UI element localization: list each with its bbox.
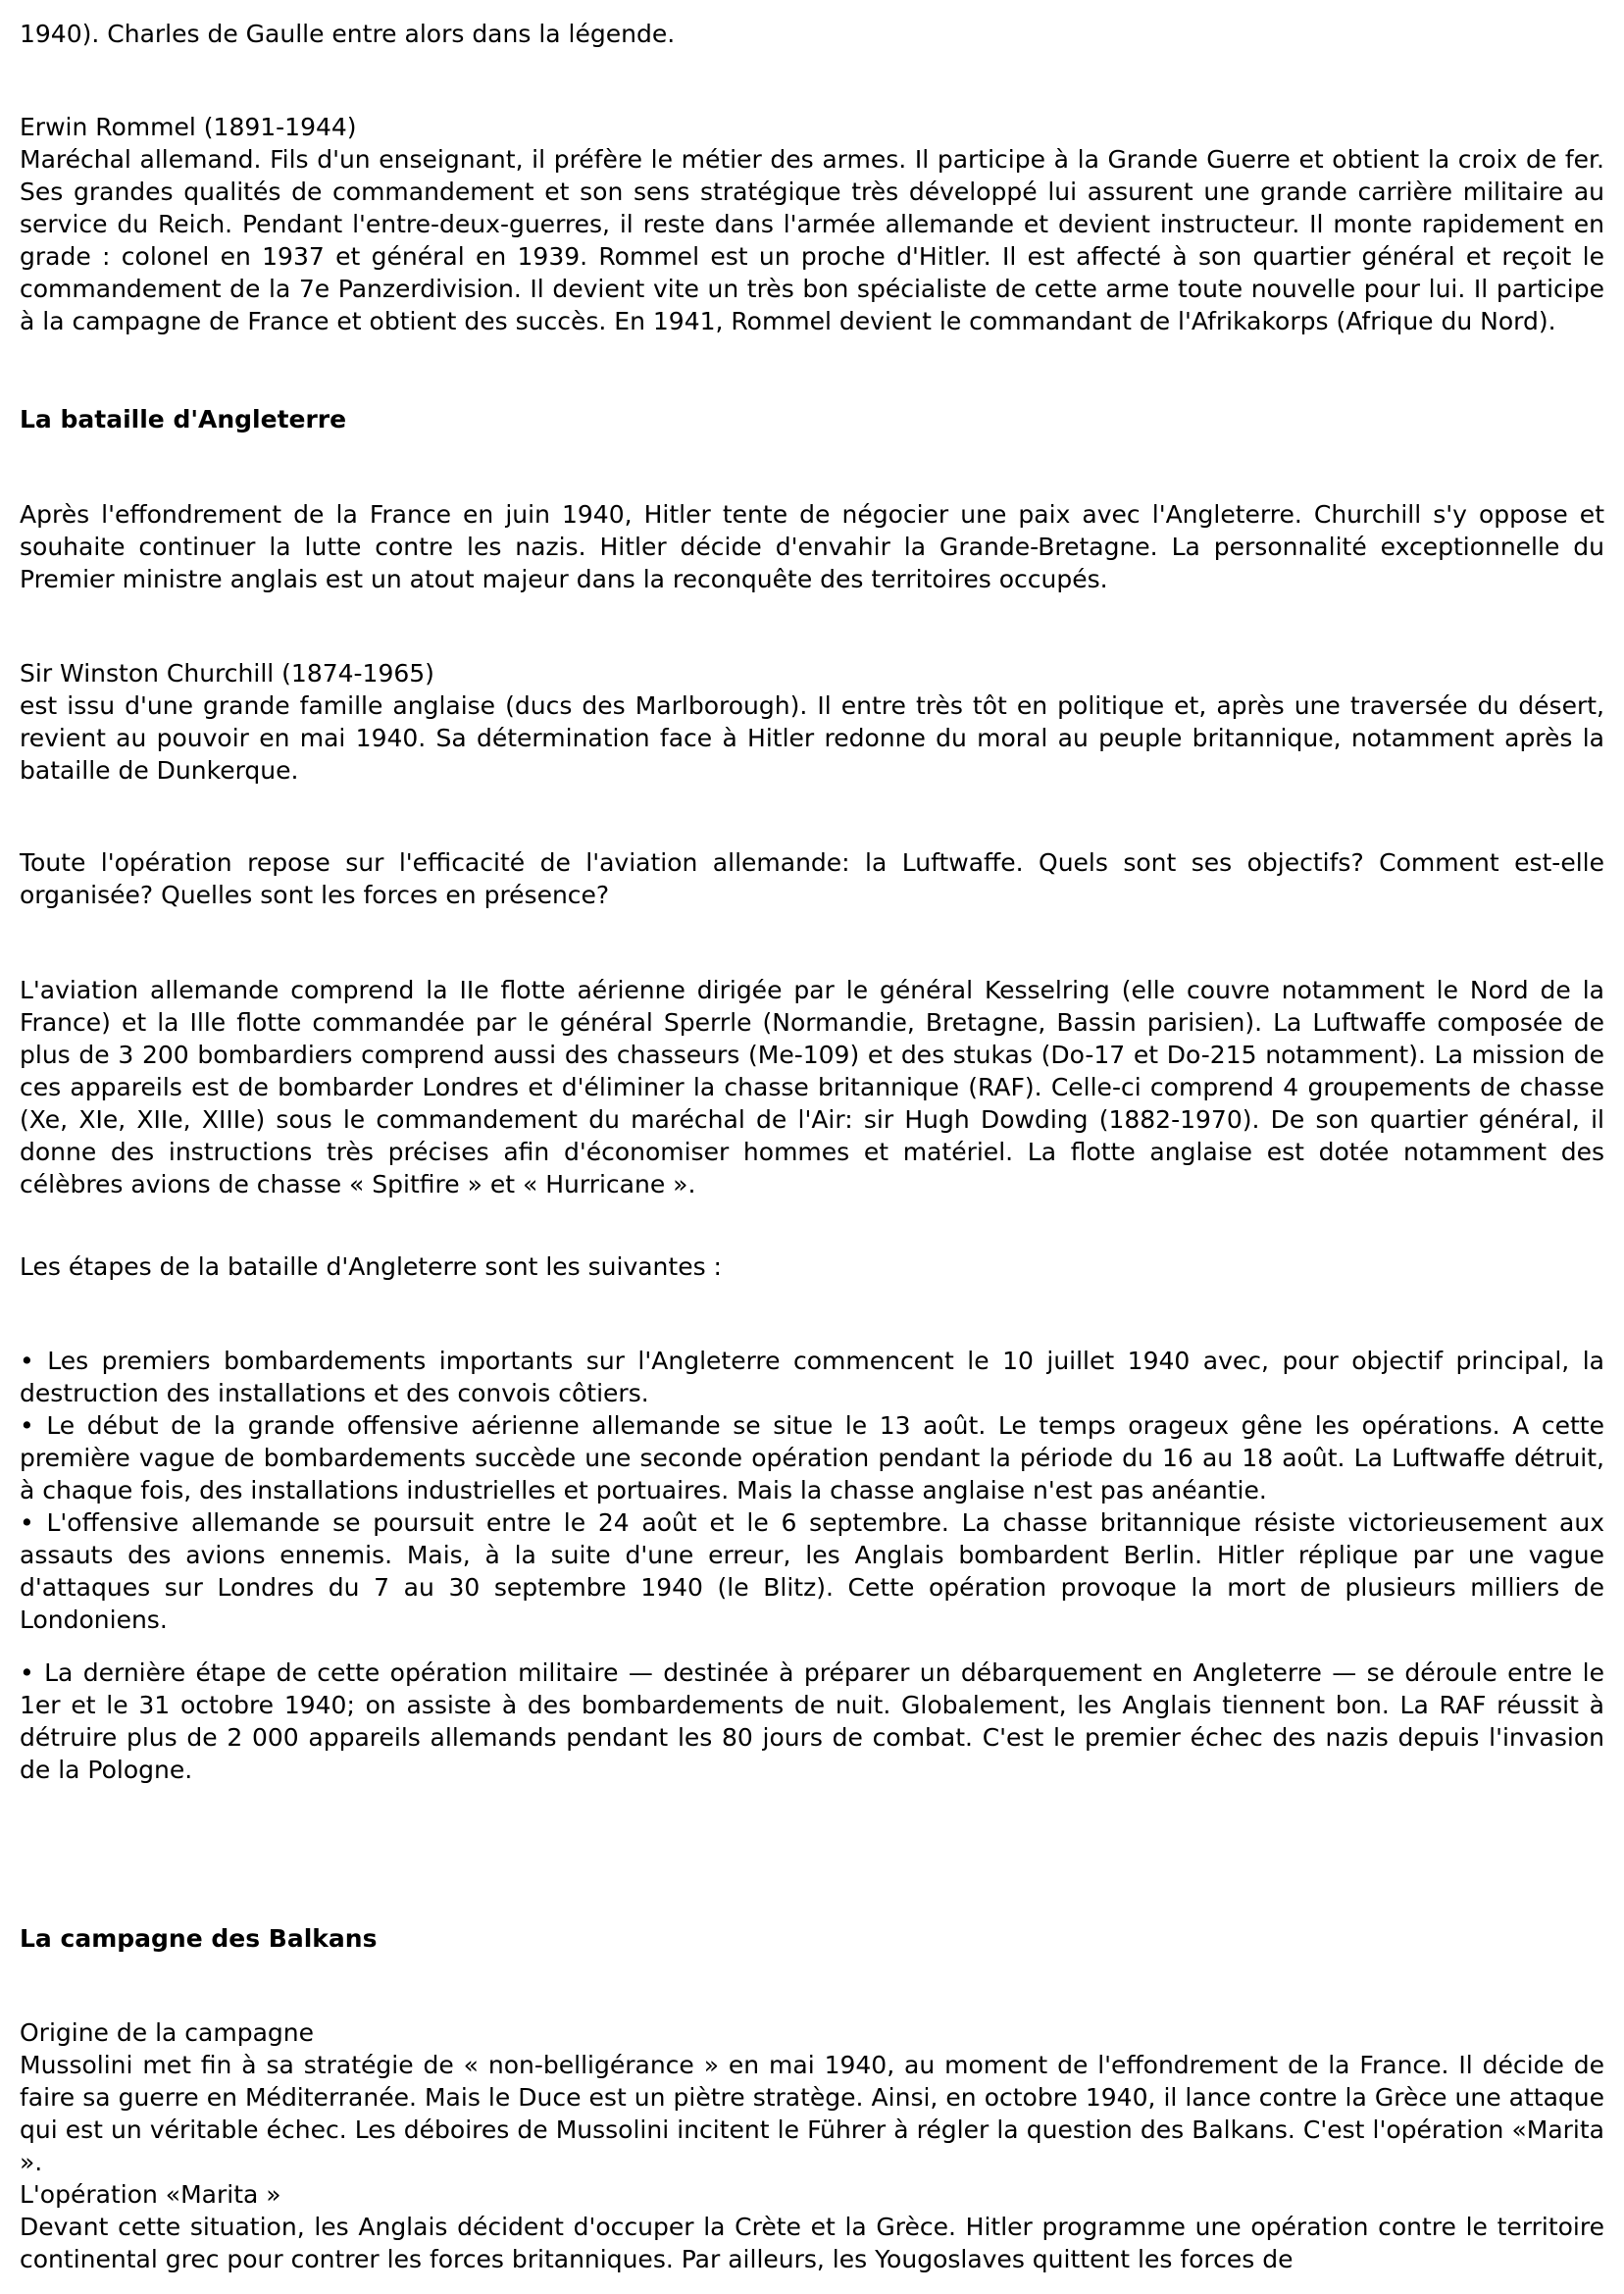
list-item: • La dernière étape de cette opération militaire — destinée à préparer un débarquement en Angleterre — se déroule entre le 1er et le 31 octobre 1940; on assiste à des bombardements de nuit. Globalement, les Anglais tiennent bon. La RAF réussit à détruire plus de 2 000 appareils allemands pendant les 80 jours de combat. C'est le premier échec des nazis depuis l'invasion de la Pologne. [20,1658,1604,1784]
balkans-heading: La campagne des Balkans [20,1924,378,1953]
luftwaffe-question-paragraph: Toute l'opération repose sur l'efficacité de l'aviation allemande: la Luftwaffe. Quels sont ses objectifs? Comment est-elle organisée? Quelles sont les forces en présence? [20,848,1604,909]
rommel-title: Erwin Rommel (1891-1944) [20,113,357,141]
list-item: • L'offensive allemande se poursuit entre le 24 août et le 6 septembre. La chasse britannique résiste victorieusement aux assauts des avions ennemis. Mais, à la suite d'une erreur, les Anglais bombardent Berlin. Hitler réplique par une vague d'attaques sur Londres du 7 au 30 septembre 1940 (le Blitz). Cette opération provoque la mort de plusieurs milliers de Londoniens. [20,1508,1604,1634]
churchill-bio: est issu d'une grande famille anglaise (ducs des Marlborough). Il entre très tôt en politique et, après une traversée du désert, revient au pouvoir en mai 1940. Sa détermination face à Hitler redonne du moral au peuple britannique, notamment après la bataille de Dunkerque. [20,691,1604,785]
rommel-bio: Maréchal allemand. Fils d'un enseignant, il préfère le métier des armes. Il participe à la Grande Guerre et obtient la croix de fer. Ses grandes qualités de commandement et son sens stratégique très développé lui assurent une grande carrière militaire au service du Reich. Pendant l'entre-deux-guerres, il reste dans l'armée allemande et devient instructeur. Il monte rapidement en grade : colonel en 1937 et général en 1939. Rommel est un proche d'Hitler. Il est affecté à son quartier général et reçoit le commandement de la 7e Panzerdivision. Il devient vite un très bon spécialiste de cette arme toute nouvelle pour lui. Il participe à la campagne de France et obtient des succès. En 1941, Rommel devient le commandant de l'Afrikakorps (Afrique du Nord). [20,145,1604,335]
marita-text: Devant cette situation, les Anglais décident d'occuper la Crète et la Grèce. Hitler programme une opération contre le territoire continental grec pour contrer les forces britanniques. Par ailleurs, les Yougoslaves quittent les forces de [20,2213,1604,2273]
steps-intro-paragraph: Les étapes de la bataille d'Angleterre sont les suivantes : [20,1252,722,1281]
churchill-section [20,657,1604,787]
churchill-title: Sir Winston Churchill (1874-1965) [20,659,434,688]
balkans-section [20,2016,1604,2275]
forces-paragraph: L'aviation allemande comprend la IIe flotte aérienne dirigée par le général Kesselring (elle couvre notamment le Nord de la France) et la Ille flotte commandée par le général Sperrle (Normandie, Bretagne, Bassin parisien). La Luftwaffe composée de plus de 3 200 bombardiers comprend aussi des chasseurs (Me-109) et des stukas (Do-17 et Do-215 notamment). La mission de ces appareils est de bombarder Londres et d'éliminer la chasse britannique (RAF). Celle-ci comprend 4 groupements de chasse (Xe, XIe, XIIe, XIIIe) sous le commandement du maréchal de l'Air: sir Hugh Dowding (1882-1970). De son quartier général, il donne des instructions très précises afin d'économiser hommes et matériel. La flotte anglaise est dotée notamment des célèbres avions de chasse « Spitfire » et « Hurricane ». [20,976,1604,1198]
angleterre-heading: La bataille d'Angleterre [20,405,347,433]
steps-list [20,1345,1604,1786]
intro-end-paragraph: 1940). Charles de Gaulle entre alors dans la légende. [20,20,676,48]
angleterre-intro-paragraph: Après l'effondrement de la France en juin 1940, Hitler tente de négocier une paix avec l'Angleterre. Churchill s'y oppose et souhaite continuer la lutte contre les nazis. Hitler décide d'envahir la Grande-Bretagne. La personnalité exceptionnelle du Premier ministre anglais est un atout majeur dans la reconquête des territoires occupés. [20,500,1604,593]
marita-title: L'opération «Marita » [20,2180,281,2209]
list-item: • Les premiers bombardements importants sur l'Angleterre commencent le 10 juillet 1940 avec, pour objectif principal, la destruction des installations et des convois côtiers. [20,1347,1604,1407]
origin-text: Mussolini met fin à sa stratégie de « non-belligérance » en mai 1940, au moment de l'effondrement de la France. Il décide de faire sa guerre en Méditerranée. Mais le Duce est un piètre stratège. Ainsi, en octobre 1940, il lance contre la Grèce une attaque qui est un véritable échec. Les déboires de Mussolini incitent le Führer à régler la question des Balkans. C'est l'opération «Marita ». [20,2051,1604,2176]
origin-title: Origine de la campagne [20,2018,314,2047]
rommel-section [20,111,1604,337]
list-item: • Le début de la grande offensive aérienne allemande se situe le 13 août. Le temps orageux gêne les opérations. A cette première vague de bombardements succède une seconde opération pendant la période du 16 au 18 août. La Luftwaffe détruit, à chaque fois, des installations industrielles et portuaires. Mais la chasse anglaise n'est pas anéantie. [20,1411,1604,1504]
